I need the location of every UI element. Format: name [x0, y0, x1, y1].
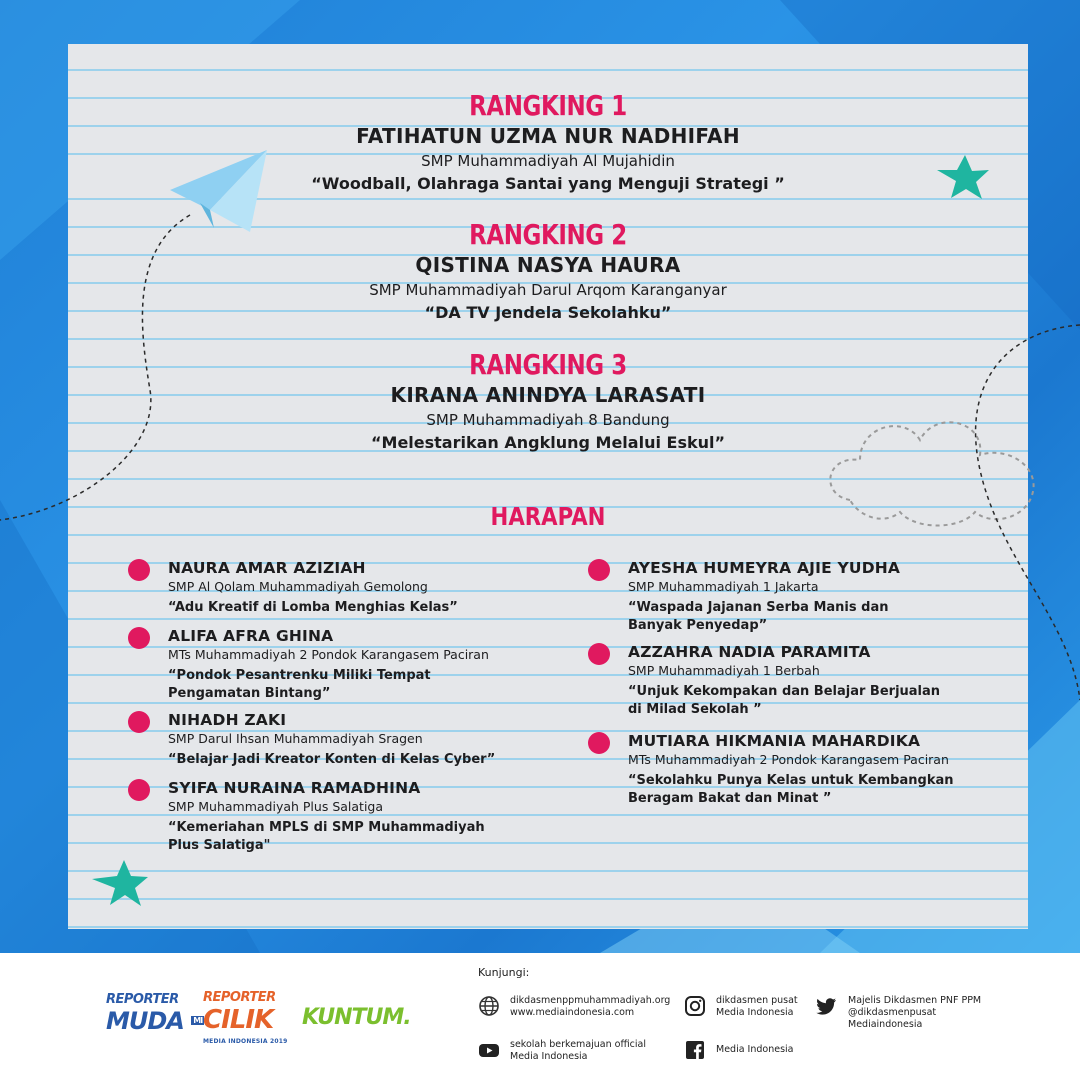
website-text: dikdasmenppmuhammadiyah.org [510, 995, 671, 1006]
winner-topic: “Woodball, Olahraga Santai yang Menguji Strategi ” [311, 174, 785, 193]
reporter-cilik-logo [203, 989, 287, 1051]
bullet-dot-icon [128, 627, 150, 649]
winner-school: SMP Muhammadiyah 8 Bandung [426, 411, 670, 429]
logo-text: REPORTER [106, 992, 179, 1007]
harapan-topic [168, 667, 568, 703]
harapan-school: MTs Muhammadiyah 2 Pondok Karangasem Paciran [628, 752, 949, 767]
winner-name: FATIHATUN UZMA NUR NADHIFAH [356, 124, 740, 148]
instagram-text: dikdasmen pusat [716, 995, 798, 1006]
bullet-dot-icon [128, 779, 150, 801]
footer [0, 953, 1080, 1080]
harapan-topic-line: “Pondok Pesantrenku Miliki Tempat [168, 668, 431, 683]
kuntum-logo: KUNTUM. [302, 1005, 411, 1030]
winner-name: QISTINA NASYA HAURA [415, 253, 681, 277]
youtube-icon [478, 1039, 500, 1061]
harapan-topic-line: Banyak Penyedap” [628, 618, 768, 633]
kunjungi-label: Kunjungi: [478, 966, 530, 979]
bullet-dot-icon [128, 711, 150, 733]
harapan-title: HARAPAN [490, 502, 606, 531]
harapan-name: ALIFA AFRA GHINA [168, 627, 334, 645]
bullet-dot-icon [588, 559, 610, 581]
harapan-topic: “Belajar Jadi Kreator Konten di Kelas Cyber” [168, 752, 496, 767]
harapan-school: SMP Muhammadiyah Plus Salatiga [168, 799, 384, 814]
harapan-topic-line: Beragam Bakat dan Minat ” [628, 791, 832, 806]
globe-icon [478, 995, 500, 1017]
youtube-link[interactable] [478, 1039, 646, 1063]
bullet-dot-icon [128, 559, 150, 581]
harapan-item [168, 778, 568, 855]
youtube-text: Media Indonesia [510, 1051, 588, 1062]
instagram-text: Media Indonesia [716, 1007, 794, 1018]
harapan-name: NIHADH ZAKI [168, 711, 287, 729]
winner-name: KIRANA ANINDYA LARASATI [390, 383, 706, 407]
logo-badge: MI [193, 1016, 203, 1025]
winner-school: SMP Muhammadiyah Al Mujahidin [421, 152, 675, 170]
harapan-topic-line: Pengamatan Bintang” [168, 686, 331, 701]
winner-topic: “Melestarikan Angklung Melalui Eskul” [371, 433, 725, 452]
winner-school: SMP Muhammadiyah Darul Arqom Karanganyar [369, 281, 727, 299]
harapan-name: SYIFA NURAINA RAMADHINA [168, 779, 421, 797]
harapan-name: NAURA AMAR AZIZIAH [168, 559, 366, 577]
harapan-name: AZZAHRA NADIA PARAMITA [628, 643, 871, 661]
harapan-item [628, 642, 1028, 719]
winner-topic: “DA TV Jendela Sekolahku” [424, 303, 672, 322]
harapan-topic-line: di Milad Sekolah ” [628, 702, 762, 717]
website-link[interactable] [478, 995, 670, 1019]
harapan-item [628, 558, 1028, 635]
harapan-topic-line: Plus Salatiga" [168, 838, 271, 853]
harapan-item [168, 710, 568, 769]
ranking-title: RANGKING 2 [469, 218, 627, 251]
ranking-2-block [68, 219, 1028, 325]
youtube-text: sekolah berkemajuan official [510, 1039, 646, 1050]
logo-text: MUDA [106, 1007, 184, 1035]
twitter-link[interactable] [816, 995, 981, 1031]
logo-text: REPORTER [203, 990, 276, 1005]
harapan-name: AYESHA HUMEYRA AJIE YUDHA [628, 559, 901, 577]
harapan-item [168, 626, 568, 703]
instagram-icon [684, 995, 706, 1017]
facebook-text: Media Indonesia [716, 1044, 794, 1055]
website-text: www.mediaindonesia.com [510, 1007, 635, 1018]
logo-subtext: MEDIA INDONESIA 2019 [203, 1038, 288, 1045]
facebook-icon [684, 1039, 706, 1061]
ranking-title: RANGKING 3 [469, 348, 627, 381]
ranking-1-block [68, 90, 1028, 196]
harapan-item [628, 731, 1028, 808]
harapan-topic [628, 599, 1028, 635]
facebook-link[interactable] [684, 1039, 794, 1061]
harapan-topic-line: “Kemeriahan MPLS di SMP Muhammadiyah [168, 820, 485, 835]
ranking-title: RANGKING 1 [469, 89, 627, 122]
harapan-name: MUTIARA HIKMANIA MAHARDIKA [628, 732, 921, 750]
bullet-dot-icon [588, 643, 610, 665]
bullet-dot-icon [588, 732, 610, 754]
instagram-link[interactable] [684, 995, 798, 1019]
harapan-school: MTs Muhammadiyah 2 Pondok Karangasem Paciran [168, 647, 489, 662]
twitter-text: Majelis Dikdasmen PNF PPM [848, 995, 982, 1006]
harapan-school: SMP Muhammadiyah 1 Berbah [628, 663, 820, 678]
harapan-topic [628, 683, 1028, 719]
harapan-school: SMP Muhammadiyah 1 Jakarta [628, 579, 819, 594]
harapan-topic-line: “Unjuk Kekompakan dan Belajar Berjualan [628, 684, 941, 699]
harapan-topic [628, 772, 1028, 808]
harapan-item [168, 558, 568, 617]
twitter-text: Mediaindonesia [848, 1019, 923, 1030]
harapan-school: SMP Al Qolam Muhammadiyah Gemolong [168, 579, 428, 594]
harapan-topic-line: “Waspada Jajanan Serba Manis dan [628, 600, 889, 615]
logo-text: CILIK [203, 1005, 274, 1035]
harapan-topic-line: “Sekolahku Punya Kelas untuk Kembangkan [628, 773, 954, 788]
harapan-topic: “Adu Kreatif di Lomba Menghias Kelas” [168, 600, 458, 615]
ranking-3-block [68, 349, 1028, 455]
twitter-text: @dikdasmenpusat [848, 1007, 937, 1018]
reporter-muda-logo [106, 991, 204, 1033]
twitter-icon [816, 995, 838, 1017]
harapan-school: SMP Darul Ihsan Muhammadiyah Sragen [168, 731, 423, 746]
harapan-topic [168, 819, 568, 855]
